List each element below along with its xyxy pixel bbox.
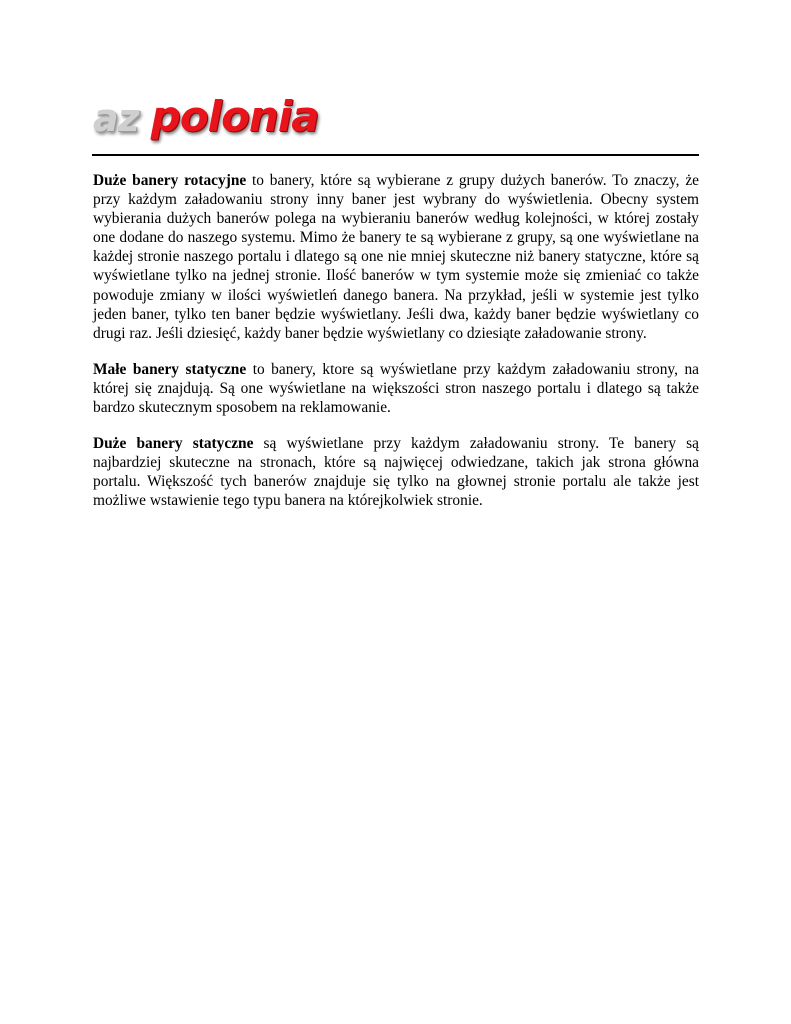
- term-large-static-banners: Duże banery statyczne: [93, 435, 254, 453]
- paragraph-large-static-banners: [93, 434, 699, 510]
- document-body: [93, 171, 699, 528]
- paragraph-large-rotating-banners: [93, 171, 699, 343]
- description-large-rotating-banners: to banery, które są wybierane z grupy dużych banerów. To znaczy, że przy każdym załadowaniu strony inny baner jest wybrany do wyświetlenia. Obecny system wybierania dużych banerów polega na wybieraniu banerów według kolejności, w której zostały one dodane do naszego systemu. Mimo że banery te są wybierane z grupy, są one wyświetlane na każdej stronie naszego portalu i dlatego są one nie mniej skuteczne niż banery statyczne, które są wyświetlane tylko na jednej stronie. Ilość banerów w tym systemie może się zmieniać co także powoduje zmiany w ilości wyświetleń danego banera. Na przykład, jeśli w systemie jest tylko jeden baner, tylko ten baner będzie wyświetlany. Jeśli dwa, każdy baner będzie wyświetlany co drugi raz. Jeśli dziesięć, każdy baner będzie wyświetlany co dziesiąte załadowanie strony.: [93, 172, 699, 342]
- description-small-static-banners: to banery, ktore są wyświetlane przy każdym załadowaniu strony, na której się znajdują. Są one wyświetlane na większości stron naszego portalu i dlatego są także bardzo skutecznym sposobem na reklamowanie.: [93, 360, 699, 417]
- paragraph-small-static-banners: [93, 360, 699, 417]
- description-large-static-banners: są wyświetlane przy każdym załadowaniu strony. Te banery są najbardziej skuteczne na stronach, które są najwięcej odwiedzane, takich jak strona główna portalu. Większość tych banerów znajduje się tylko na głownej stronie portalu ale także jest możliwe wstawienie tego typu banera na którejkolwiek stronie.: [93, 435, 699, 510]
- term-small-static-banners: Małe banery statyczne: [93, 360, 247, 378]
- logo-az-text: az: [93, 96, 139, 140]
- term-large-rotating-banners: Duże banery rotacyjne: [93, 172, 247, 189]
- header-divider: [92, 154, 699, 156]
- logo-polonia-text: polonia: [150, 92, 319, 141]
- az-polonia-logo: [93, 92, 319, 150]
